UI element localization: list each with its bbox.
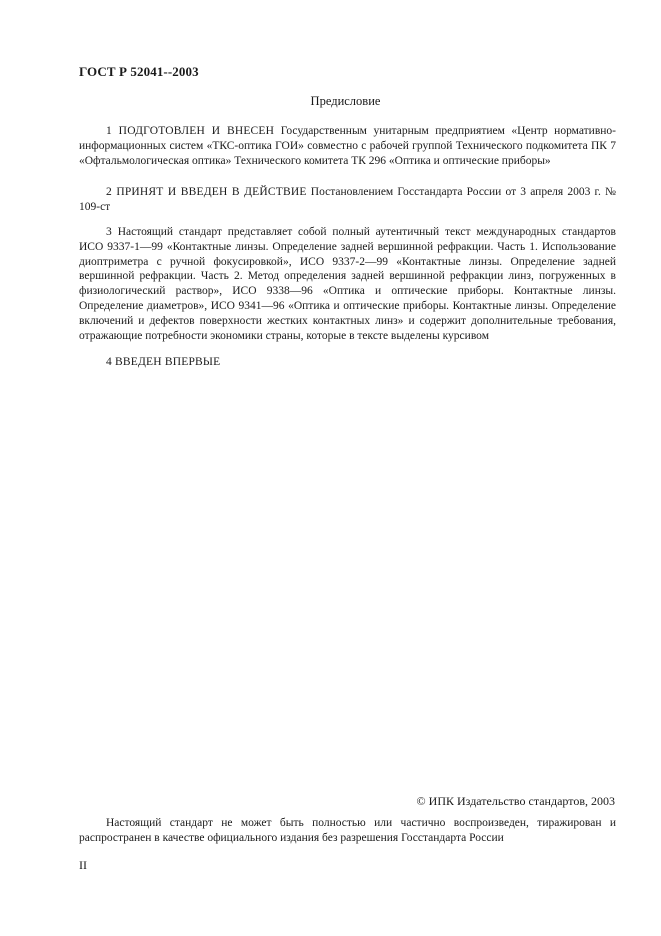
- document-header: ГОСТ Р 52041--2003: [79, 64, 199, 79]
- paragraph-3: [79, 225, 616, 343]
- paragraph-2-text: Постановлением Госстандарта России от 3 апреля 2003 г. № 109-ст: [79, 186, 616, 213]
- paragraph-3-text: Настоящий стандарт представляет собой полный аутентичный текст международных стандартов ИСО 9337-1—99 «Контактные линзы. Определение задней вершинной рефракции. Часть 1. Использование диоптриметра с ручной фокусировкой», ИСО 9337-2—99 «Контактные линзы. Определение задней вершинной рефракции. Часть 2. Метод определения задней вершинной рефракции линз, погруженных в физиологический раствор», ИСО 9338—96 «Оптика и оптические приборы. Контактные линзы. Определение диаметров», ИСО 9341—96 «Оптика и оптические приборы. Контактные линзы. Определение включений и дефектов поверхности жестких контактных линз» и содержит дополнительные требования, отражающие потребности экономики страны, которые в тексте выделены курсивом: [79, 226, 616, 342]
- paragraph-2-lead: 2 ПРИНЯТ И ВВЕДЕН В ДЕЙСТВИЕ: [106, 186, 307, 198]
- page-title: Предисловие: [310, 94, 381, 108]
- paragraph-1-text: Государственным унитарным предприятием «Центр нормативно-информационных систем «ТКС-оптика ГОИ» совместно с рабочей группой Технического подкомитета ПК 7 «Офтальмологическая оптика» Технического комитета ТК 296 «Оптика и оптические приборы»: [79, 125, 617, 167]
- paragraph-4: [79, 355, 616, 370]
- paragraph-1-lead: 1 ПОДГОТОВЛЕН И ВНЕСЕН: [106, 125, 275, 137]
- page-number: II: [79, 858, 87, 872]
- reproduction-notice: Настоящий стандарт не может быть полностью или частично воспроизведен, тиражирован и распространен в качестве официального издания без разрешения Госстандарта России: [79, 817, 616, 844]
- paragraph-3-lead: 3: [106, 226, 112, 238]
- paragraph-4-lead: 4 ВВЕДЕН ВПЕРВЫЕ: [106, 356, 221, 368]
- copyright-line: © ИПК Издательство стандартов, 2003: [416, 794, 615, 808]
- paragraph-1: [79, 124, 616, 168]
- paragraph-2: [79, 185, 616, 215]
